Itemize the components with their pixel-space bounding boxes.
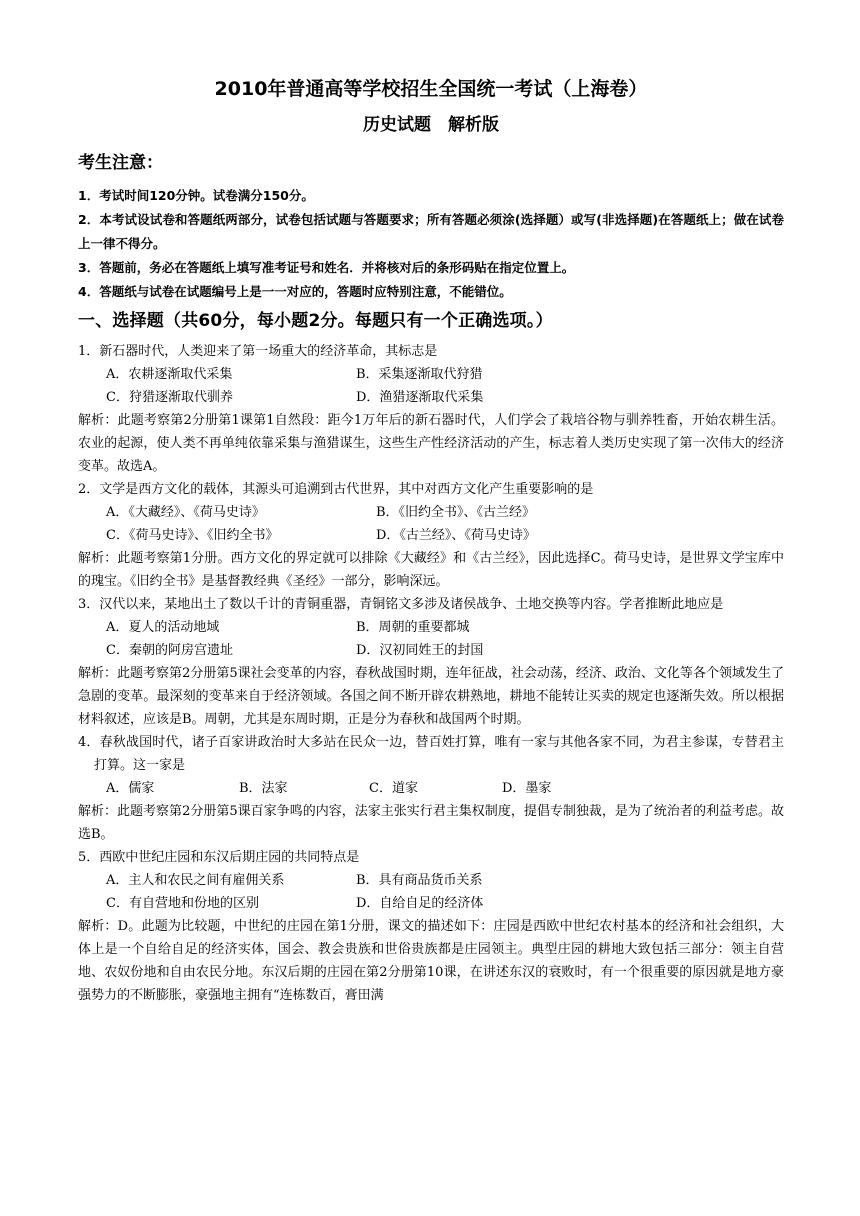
option-c: C．秦朝的阿房宫遗址 xyxy=(106,643,233,658)
question-3 xyxy=(78,593,784,731)
option-row xyxy=(78,892,784,915)
option-row xyxy=(78,501,784,524)
option-a: A．农耕逐渐取代采集 xyxy=(106,367,233,382)
question-stem: 5．西欧中世纪庄园和东汉后期庄园的共同特点是 xyxy=(78,850,360,865)
question-stem: 2．文学是西方文化的载体，其源头可追溯到古代世界，其中对西方文化产生重要影响的是 xyxy=(78,482,594,497)
question-analysis: 解析：此题考察第2分册第5课百家争鸣的内容，法家主张实行君主集权制度，提倡专制独裁，是为了统治者的利益考虑。故选B。 xyxy=(78,804,784,842)
option-c: C．有自营地和份地的区别 xyxy=(106,896,259,911)
option-row xyxy=(78,524,784,547)
option-a: A．夏人的活动地域 xyxy=(106,620,220,635)
question-4 xyxy=(78,731,784,846)
option-d: D．墨家 xyxy=(502,781,552,796)
question-stem: 1．新石器时代，人类迎来了第一场重大的经济革命，其标志是 xyxy=(78,344,438,359)
notice-heading: 考生注意： xyxy=(78,153,163,173)
option-row xyxy=(78,616,784,639)
option-d: D．渔猎逐渐取代采集 xyxy=(356,390,484,405)
option-row xyxy=(78,386,784,409)
option-b: B．具有商品货币关系 xyxy=(356,873,483,888)
question-analysis: 解析：此题考察第2分册第1课第1自然段：距今1万年后的新石器时代，人们学会了栽培谷物与驯养牲畜，开始农耕生活。农业的起源，使人类不再单纯依靠采集与渔猎谋生，这些生产性经济活动的产生，标志着人类历史实现了第一次伟大的经济变革。故选A。 xyxy=(78,413,784,474)
option-row xyxy=(78,869,784,892)
document-page xyxy=(78,72,784,1007)
option-b: B．周朝的重要都城 xyxy=(356,620,470,635)
question-5 xyxy=(78,846,784,1007)
option-row xyxy=(78,639,784,662)
question-analysis: 解析：此题考察第1分册。西方文化的界定就可以排除《大藏经》和《古兰经》，因此选择C。荷马史诗，是世界文学宝库中的瑰宝。《旧约全书》是基督教经典《圣经》一部分，影响深远。 xyxy=(78,551,784,589)
question-analysis: 解析：D。此题为比较题，中世纪的庄园在第1分册，课文的描述如下：庄园是西欧中世纪农村基本的经济和社会组织，大体上是一个自给自足的经济实体，国会、教会贵族和世俗贵族都是庄园领主。典型庄园的耕地大致包括三部分：领主自营地、农奴份地和自由农民分地。东汉后期的庄园在第2分册第10课，在讲述东汉的衰败时，有一个很重要的原因就是地方豪强势力的不断膨胀，豪强地主拥有“连栋数百，膏田满 xyxy=(78,919,784,1003)
question-1 xyxy=(78,340,784,478)
option-c: C．《荷马史诗》、《旧约全书》 xyxy=(106,528,279,543)
option-b: B．法家 xyxy=(239,781,288,796)
option-d: D．自给自足的经济体 xyxy=(356,896,484,911)
option-row xyxy=(78,363,784,386)
option-d: D．汉初同姓王的封国 xyxy=(356,643,484,658)
question-stem: 4．春秋战国时代，诸子百家讲政治时大多站在民众一边，替百姓打算，唯有一家与其他各家不同，为君主参谋，专替君主打算。这一家是 xyxy=(78,735,784,773)
document-subtitle: 历史试题 解析版 xyxy=(363,115,499,135)
section-heading: 一、选择题（共60分，每小题2分。每题只有一个正确选项。） xyxy=(78,311,553,331)
question-2 xyxy=(78,478,784,593)
option-row xyxy=(78,777,784,800)
option-b: B．《旧约全书》、《古兰经》 xyxy=(376,505,536,520)
notice-item: 1．考试时间120分钟。试卷满分150分。 xyxy=(78,188,314,203)
question-analysis: 解析：此题考察第2分册第5课社会变革的内容，春秋战国时期，连年征战，社会动荡，经济、政治、文化等各个领域发生了急剧的变革。最深刻的变革来自于经济领域。各国之间不断开辟农耕熟地，耕地不能转让买卖的规定也逐渐失效。所以根据材料叙述，应该是B。周朝，尤其是东周时期，正是分为春秋和战国两个时期。 xyxy=(78,666,784,727)
option-a: A．主人和农民之间有雇佣关系 xyxy=(106,873,285,888)
notice-item: 4．答题纸与试卷在试题编号上是一一对应的，答题时应特别注意，不能错位。 xyxy=(78,284,512,299)
option-a: A．《大藏经》、《荷马史诗》 xyxy=(106,505,265,520)
question-stem: 3．汉代以来，某地出土了数以千计的青铜重器，青铜铭文多涉及诸侯战争、土地交换等内容。学者推断此地应是 xyxy=(78,597,724,612)
notice-item: 2．本考试设试卷和答题纸两部分，试卷包括试题与答题要求；所有答题必须涂(选择题）或写(非选择题)在答题纸上；做在试卷上一律不得分。 xyxy=(78,212,784,251)
option-d: D．《古兰经》、《荷马史诗》 xyxy=(376,528,536,543)
option-c: C．狩猎逐渐取代驯养 xyxy=(106,390,233,405)
notice-item: 3．答题前，务必在答题纸上填写准考证号和姓名．并将核对后的条形码贴在指定位置上。 xyxy=(78,260,575,275)
option-a: A．儒家 xyxy=(106,781,155,796)
document-title: 2010年普通高等学校招生全国统一考试（上海卷） xyxy=(214,78,648,100)
option-b: B．采集逐渐取代狩猎 xyxy=(356,367,483,382)
option-c: C．道家 xyxy=(369,781,418,796)
